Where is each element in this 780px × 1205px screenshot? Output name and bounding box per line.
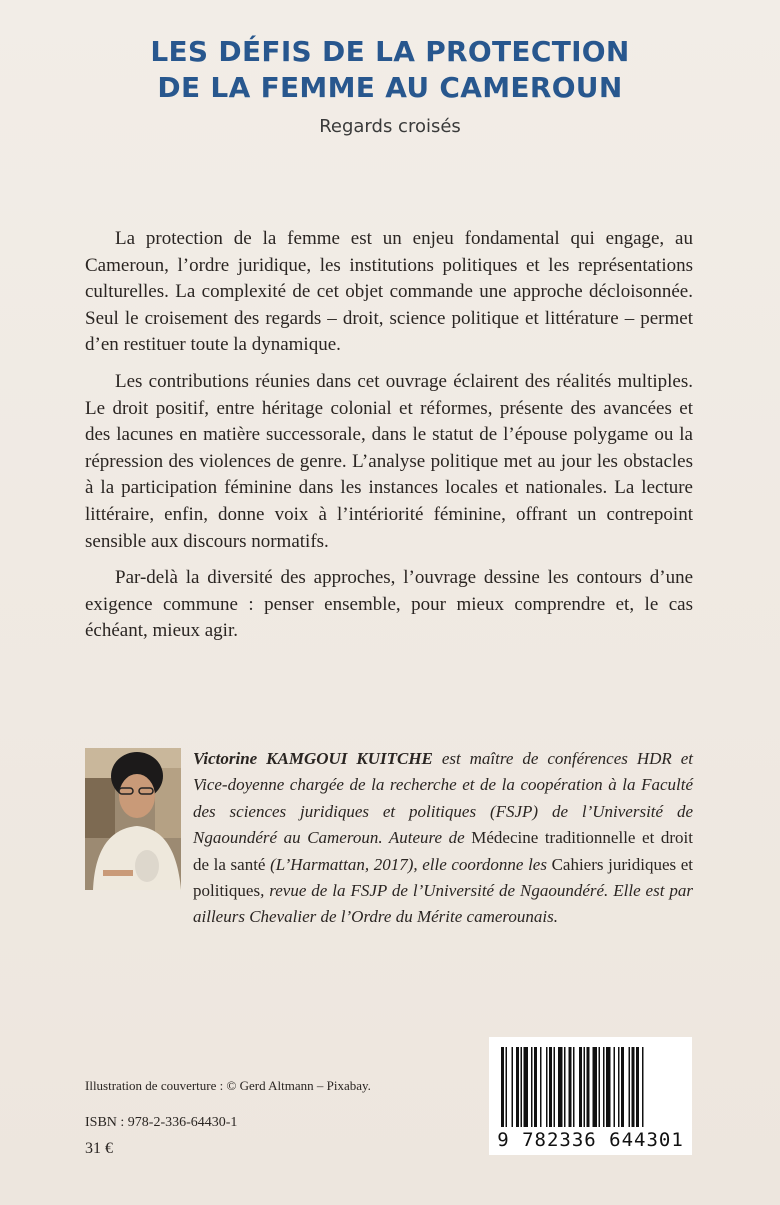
price: 31 € — [85, 1140, 113, 1157]
book-subtitle: Regards croisés — [319, 116, 461, 137]
author-book-title-2: Cahiers juridiques et politiques — [193, 854, 693, 901]
book-title-line-1: LES DÉFIS DE LA PROTECTION — [150, 35, 630, 68]
barcode-bars — [499, 1047, 682, 1129]
barcode-digits: 9 782336 644301 — [497, 1129, 684, 1151]
book-title — [0, 34, 780, 106]
author-name: Victorine KAMGOUI KUITCHE — [193, 749, 433, 768]
blurb-paragraph-1: La protection de la femme est un enjeu fondamental qui engage, au Cameroun, l’ordre juridique, les institutions politiques et les représentations culturelles. La complexité de cet objet commande une approche décloisonnée. Seul le croisement des regards – droit, science politique et littérature – permet d’en restituer toute la dynamique. — [85, 228, 693, 356]
author-bio — [193, 746, 693, 931]
blurb-paragraph-3: Par-delà la diversité des approches, l’ouvrage dessine les contours d’une exigence commune : penser ensemble, pour mieux comprendre et, le cas échéant, mieux agir. — [85, 567, 693, 642]
barcode — [489, 1037, 692, 1155]
author-portrait-image — [85, 748, 181, 890]
cover-credit: Illustration de couverture : © Gerd Altmann – Pixabay. — [85, 1078, 371, 1093]
author-book-title-1: Médecine traditionnelle et droit de la santé — [193, 828, 693, 874]
author-bio-part-2: (L’Harmattan, 2017), elle coordonne les — [265, 854, 552, 874]
blurb-paragraph-2: Les contributions réunies dans cet ouvrage éclairent des réalités multiples. Le droit positif, entre héritage colonial et réformes, présente des avancées et des lacunes en matière successorale, dans le statut de l’épouse polygame ou la répression des violences de genre. L’analyse politique met au jour les obstacles à la participation féminine dans les instances locales et nationales. La lecture littéraire, enfin, donne voix à l’intériorité féminine, offrant un contrepoint sensible aux discours normatifs. — [85, 370, 693, 552]
author-bio-part-3: , revue de la FSJP de l’Université de Ngaoundéré. Elle est par ailleurs Chevalier de l’Ordre du Mérite camerounais. — [193, 881, 693, 927]
book-title-line-2: DE LA FEMME AU CAMEROUN — [157, 71, 623, 104]
author-bio-part-1: est maître de conférences HDR et Vice-doyenne chargée de la recherche et de la coopération à la Faculté des sciences juridiques et politiques (FSJP) de l’Université de Ngaoundéré au Cameroun. Auteure de — [193, 749, 693, 848]
blurb — [85, 226, 693, 655]
author-photo — [85, 748, 181, 890]
isbn: ISBN : 978-2-336-64430-1 — [85, 1115, 238, 1130]
